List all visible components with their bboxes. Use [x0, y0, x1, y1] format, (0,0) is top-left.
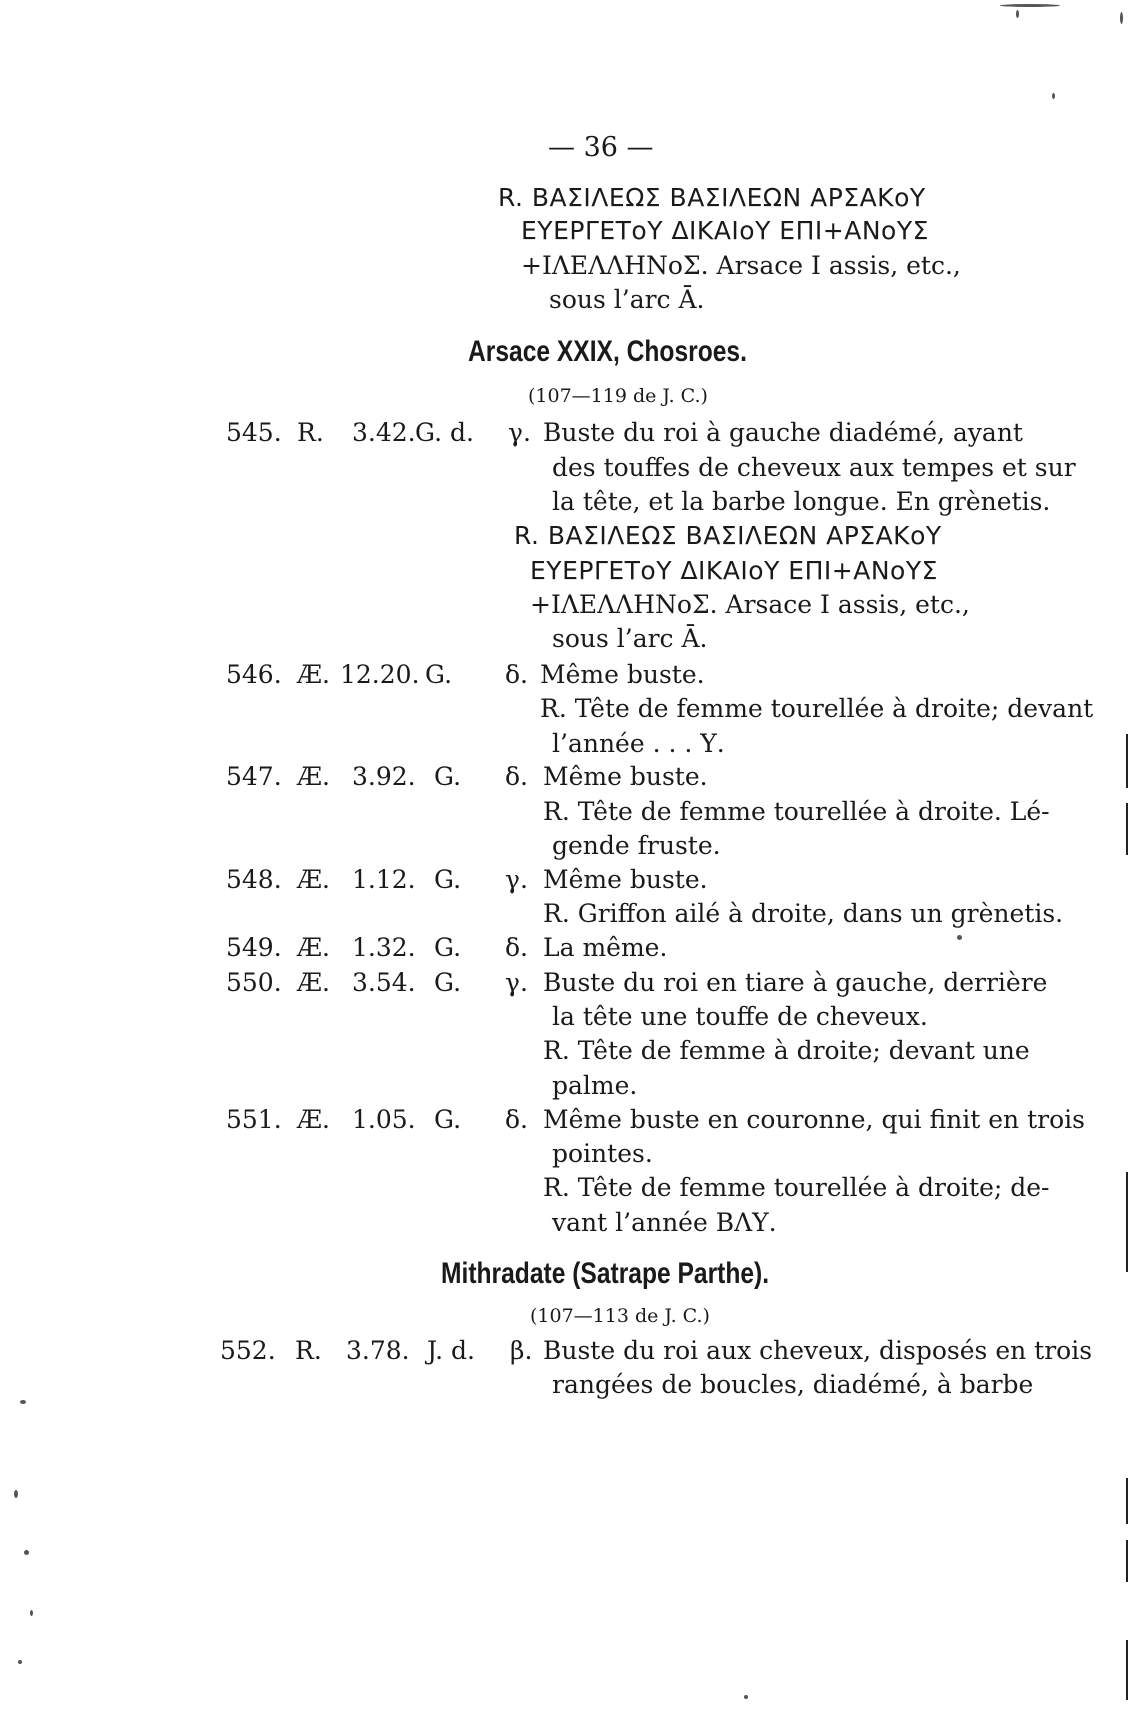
- entry-number: 547.: [226, 762, 282, 791]
- entry-orientation: G. d.: [415, 418, 474, 447]
- scan-speck: [24, 1550, 29, 1555]
- entry-size-mark: γ.: [508, 418, 531, 447]
- entry-number: 550.: [226, 968, 282, 997]
- scan-edge-line: [1126, 803, 1128, 855]
- section-dates: (107—113 de J. C.): [530, 1305, 710, 1327]
- entry-line: la tête une touffe de cheveux.: [552, 1002, 928, 1031]
- entry-size-mark: γ.: [505, 968, 528, 997]
- entry-orientation: G.: [425, 660, 453, 689]
- entry-line: La même.: [543, 933, 668, 962]
- entry-weight: 1.05.: [352, 1105, 416, 1134]
- legend-line: ΕΥΕΡΓΕΤοΥ ΔΙΚΑΙοΥ ΕΠΙ+ΑΝοΥΣ: [521, 216, 929, 245]
- scan-speck: [957, 935, 962, 940]
- entry-line: Buste du roi en tiare à gauche, derrière: [543, 968, 1048, 997]
- entry-line: vant l’année ΒΛΥ.: [552, 1208, 777, 1237]
- entry-line: rangées de boucles, diadémé, à barbe: [552, 1370, 1034, 1399]
- scan-speck: [1016, 10, 1019, 18]
- scan-edge-line: [1126, 734, 1128, 788]
- entry-metal: Æ.: [297, 1105, 330, 1134]
- entry-number: 546.: [226, 660, 282, 689]
- scan-speck: [30, 1610, 33, 1616]
- scan-speck: [1052, 93, 1055, 99]
- entry-weight: 1.32.: [352, 933, 416, 962]
- entry-metal: Æ.: [297, 933, 330, 962]
- entry-line: R. ΒΑΣΙΛΕΩΣ ΒΑΣΙΛΕΩΝ ΑΡΣΑΚοΥ: [514, 521, 942, 550]
- entry-line: Même buste.: [543, 762, 708, 791]
- entry-weight: 3.42.: [352, 418, 416, 447]
- entry-number: 548.: [226, 865, 282, 894]
- page-number: — 36 —: [548, 132, 654, 163]
- entry-line: Même buste.: [540, 660, 705, 689]
- entry-line: R. Griffon ailé à droite, dans un grènetis.: [543, 899, 1064, 928]
- entry-orientation: G.: [434, 1105, 462, 1134]
- entry-metal: R.: [297, 418, 324, 447]
- entry-line: la tête, et la barbe longue. En grènetis.: [552, 487, 1051, 516]
- scan-speck: [1120, 12, 1123, 24]
- entry-line: +ΙΛΕΛΛΗΝοΣ. Arsace I assis, etc.,: [530, 590, 970, 619]
- section-title: Mithradate (Satrape Parthe).: [441, 1257, 770, 1290]
- legend-line: R. ΒΑΣΙΛΕΩΣ ΒΑΣΙΛΕΩΝ ΑΡΣΑΚοΥ: [498, 183, 926, 212]
- scan-speck: [1000, 4, 1060, 7]
- entry-weight: 3.78.: [346, 1336, 410, 1365]
- entry-number: 552.: [220, 1336, 276, 1365]
- entry-weight: 1.12.: [352, 865, 416, 894]
- entry-line: Buste du roi aux cheveux, disposés en trois: [543, 1336, 1093, 1365]
- section-title: Arsace XXIX, Chosroes.: [468, 335, 747, 368]
- entry-orientation: G.: [434, 933, 462, 962]
- entry-line: palme.: [552, 1071, 638, 1100]
- entry-line: R. Tête de femme tourellée à droite. Lé-: [543, 797, 1050, 826]
- entry-line: R. Tête de femme à droite; devant une: [543, 1036, 1030, 1065]
- entry-number: 549.: [226, 933, 282, 962]
- entry-line: ΕΥΕΡΓΕΤοΥ ΔΙΚΑΙοΥ ΕΠΙ+ΑΝοΥΣ: [530, 556, 938, 585]
- entry-orientation: J. d.: [427, 1336, 475, 1365]
- legend-line: sous l’arc Ā.: [549, 285, 705, 314]
- entry-metal: R.: [295, 1336, 322, 1365]
- entry-line: Même buste.: [543, 865, 708, 894]
- entry-size-mark: γ.: [505, 865, 528, 894]
- scan-speck: [14, 1490, 18, 1498]
- entry-metal: Æ.: [297, 762, 330, 791]
- entry-line: pointes.: [552, 1139, 653, 1168]
- scan-speck: [20, 1400, 26, 1404]
- scan-edge-line: [1126, 1540, 1128, 1582]
- scan-edge-line: [1126, 1640, 1128, 1700]
- entry-line: l’année . . . Υ.: [552, 729, 725, 758]
- entry-metal: Æ.: [297, 865, 330, 894]
- scan-speck: [744, 1695, 748, 1699]
- legend-line: +ΙΛΕΛΛΗΝοΣ. Arsace I assis, etc.,: [521, 251, 961, 280]
- entry-number: 551.: [226, 1105, 282, 1134]
- scan-edge-line: [1126, 1172, 1128, 1272]
- entry-line: des touffes de cheveux aux tempes et sur: [552, 453, 1076, 482]
- entry-size-mark: δ.: [505, 660, 528, 689]
- scan-speck: [18, 1660, 22, 1664]
- entry-line: Même buste en couronne, qui finit en trois: [543, 1105, 1085, 1134]
- entry-number: 545.: [226, 418, 282, 447]
- entry-weight: 3.54.: [352, 968, 416, 997]
- entry-size-mark: δ.: [505, 762, 528, 791]
- section-dates: (107—119 de J. C.): [528, 385, 708, 407]
- entry-metal: Æ.: [297, 660, 330, 689]
- entry-orientation: G.: [434, 968, 462, 997]
- entry-size-mark: δ.: [505, 1105, 528, 1134]
- entry-line: Buste du roi à gauche diadémé, ayant: [543, 418, 1023, 447]
- entry-line: gende fruste.: [552, 831, 721, 860]
- entry-orientation: G.: [434, 762, 462, 791]
- entry-size-mark: δ.: [505, 933, 528, 962]
- entry-line: R. Tête de femme tourellée à droite; devant: [540, 694, 1094, 723]
- scan-edge-line: [1126, 1478, 1128, 1524]
- entry-line: sous l’arc Ā.: [552, 624, 708, 653]
- entry-weight: 12.20.: [340, 660, 420, 689]
- entry-orientation: G.: [434, 865, 462, 894]
- entry-metal: Æ.: [297, 968, 330, 997]
- entry-size-mark: β.: [510, 1336, 533, 1365]
- entry-weight: 3.92.: [352, 762, 416, 791]
- entry-line: R. Tête de femme tourellée à droite; de-: [543, 1173, 1050, 1202]
